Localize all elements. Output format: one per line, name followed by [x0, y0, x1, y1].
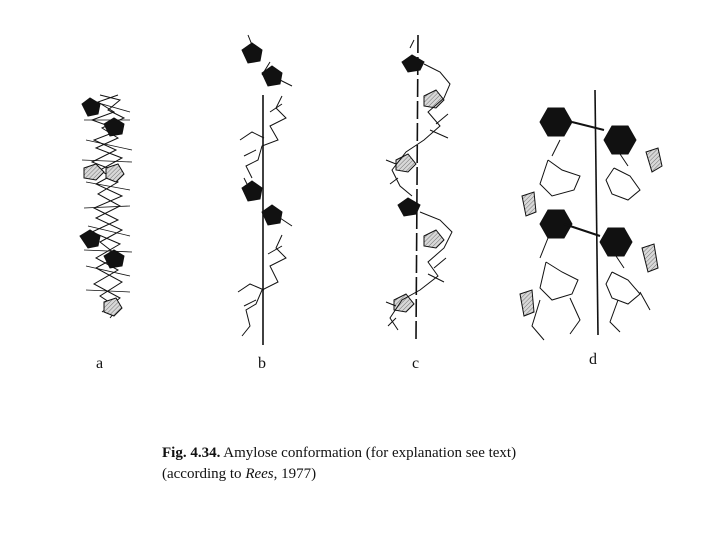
- hatched-ring-c3: [424, 230, 444, 248]
- black-ring-a1: [82, 98, 100, 116]
- helix-axis-d: [595, 90, 598, 335]
- caption-text: Amylose conformation (for explanation see text) (according to: [162, 445, 517, 482]
- figure-caption: [162, 443, 582, 485]
- caption-author: Rees: [245, 466, 274, 482]
- black-ring-b1: [242, 43, 262, 63]
- panel-label-b: b: [258, 355, 266, 372]
- panel-d-helix-hexagons: [520, 90, 662, 340]
- hexagon-d3: [540, 210, 572, 238]
- hexagon-d2: [604, 126, 636, 154]
- panel-label-d: d: [589, 351, 597, 368]
- black-ring-c1: [402, 55, 424, 72]
- panel-label-c: c: [412, 355, 420, 372]
- hatched-ring-d4: [520, 290, 534, 316]
- black-ring-a3: [80, 230, 100, 248]
- hatched-ring-d2: [522, 192, 536, 216]
- hatched-ring-a1: [84, 164, 104, 180]
- hatched-ring-a3: [104, 298, 122, 316]
- black-ring-a2: [104, 118, 124, 136]
- hatched-ring-c1: [424, 90, 444, 108]
- hexagon-d1: [540, 108, 572, 136]
- panel-b-single-helix: [238, 35, 292, 345]
- hatched-ring-d3: [642, 244, 658, 272]
- caption-year: , 1977): [273, 466, 317, 482]
- panel-label-a: a: [96, 355, 104, 372]
- helix-axis-c: [416, 35, 418, 340]
- black-ring-b3: [242, 181, 262, 201]
- panel-c-helix: [386, 35, 452, 340]
- hatched-ring-a2: [106, 164, 124, 182]
- hatched-ring-d1: [646, 148, 662, 172]
- hexagon-d4: [600, 228, 632, 256]
- hatched-ring-c4: [394, 294, 414, 312]
- black-ring-b2: [262, 66, 282, 86]
- panel-a-double-helix: [80, 95, 132, 318]
- black-ring-a4: [104, 250, 124, 268]
- black-ring-b4: [262, 205, 282, 225]
- hatched-ring-c2: [396, 154, 416, 172]
- figure-number: Fig. 4.34.: [162, 445, 221, 461]
